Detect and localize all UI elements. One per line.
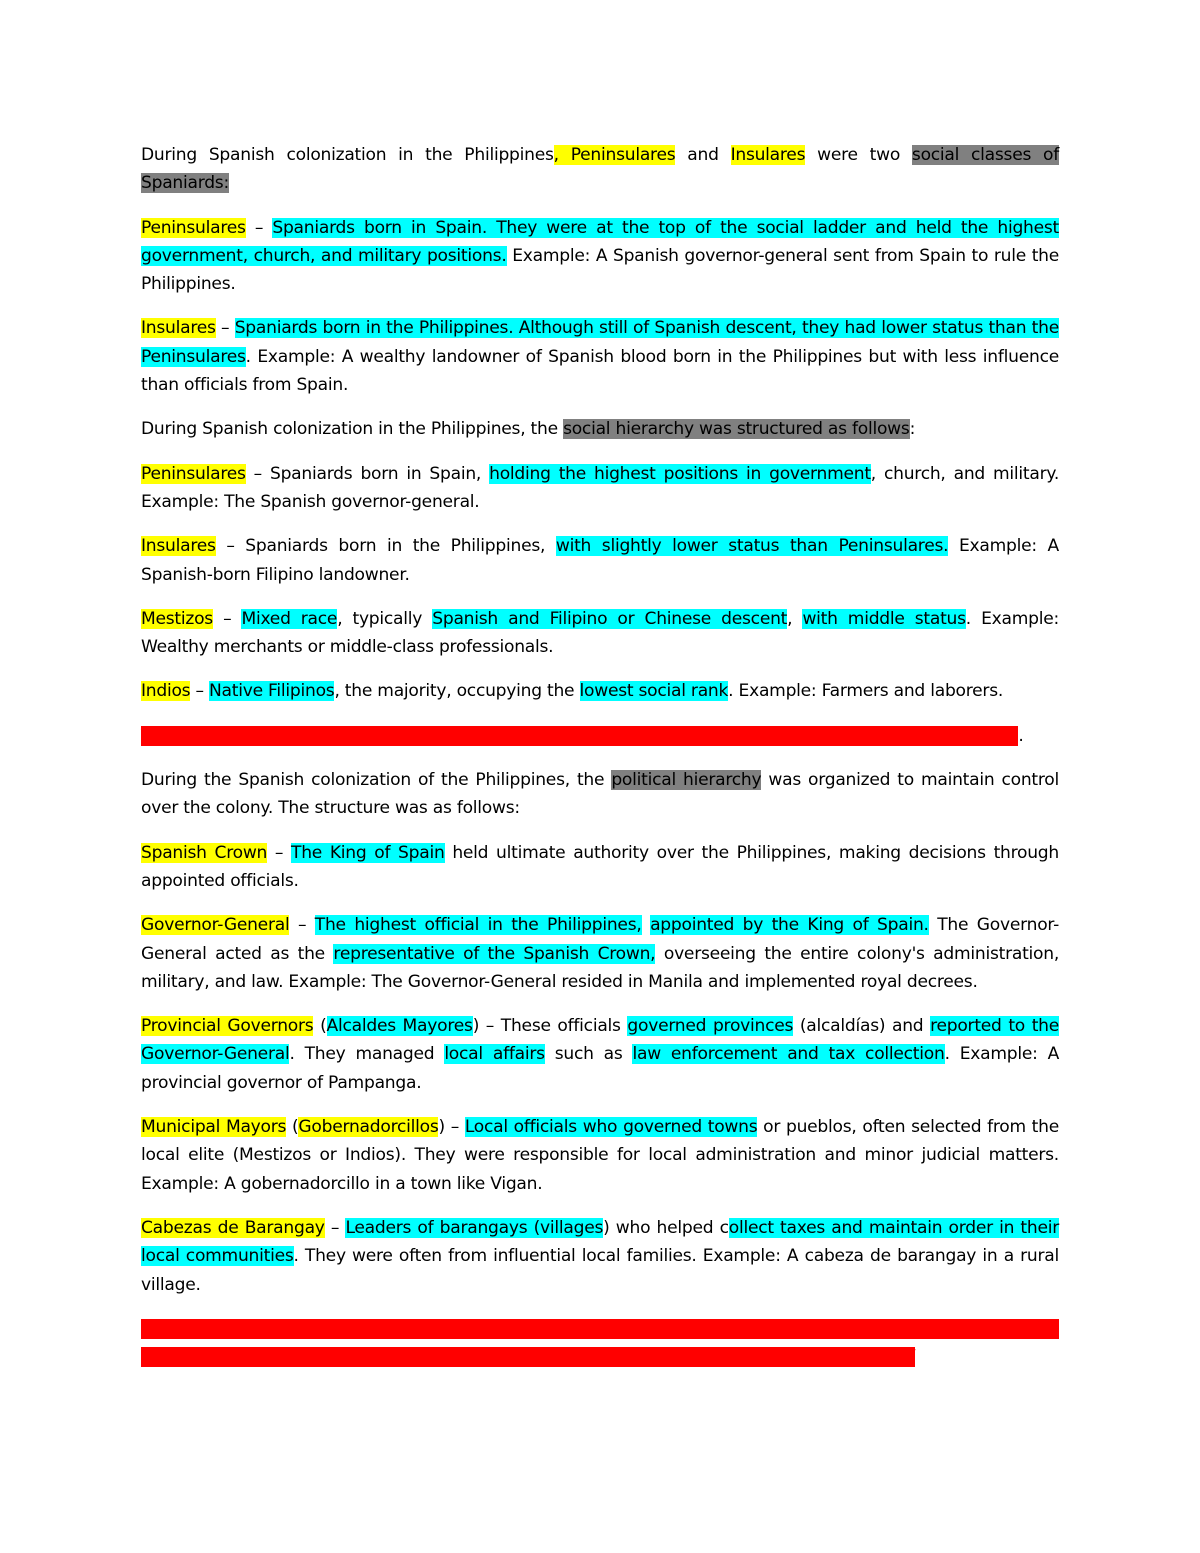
highlight-cyan: holding the highest positions in government [489, 463, 871, 484]
paragraph-cabezas-de-barangay [141, 1214, 1059, 1299]
paragraph-hierarchy-insulares [141, 532, 1059, 589]
paragraph-intro-classes [141, 141, 1059, 198]
text-run: was organized to maintain control over the colony. The structure was as follows: [141, 770, 1059, 819]
text-run: During the Spanish colonization of the Philippines, the [141, 770, 612, 791]
text-run: Example: A Spanish governor-general sent from Spain to rule the Philippines. [141, 245, 1059, 295]
text-run: – [245, 217, 273, 238]
paragraph-social-hierarchy-summary [141, 722, 1059, 750]
highlight-cyan: Local officials who governed towns [464, 1117, 758, 1138]
highlight-gray: social classes of Spaniards: [141, 145, 1059, 194]
highlight-cyan: Spaniards born in the Philippines. Although still of Spanish descent, they had lower status than the Peninsulares [141, 318, 1059, 367]
text-run: . They were often from influential local families. Example: A cabeza de barangay in a rural village. [141, 1246, 1059, 1295]
text-run: – Spaniards born in Spain, [245, 463, 490, 484]
text-run: (alcaldías) and [793, 1016, 931, 1037]
highlight-cyan: reported to the Governor-General [141, 1016, 1059, 1065]
highlight-cyan: Native Filipinos [209, 681, 335, 702]
highlight-cyan: local affairs [444, 1044, 545, 1065]
highlight-yellow: Peninsulares [141, 463, 246, 484]
paragraph-hierarchy-peninsulares [141, 460, 1059, 517]
highlight-cyan: Mixed race [241, 608, 338, 629]
paragraph-intro-political-hierarchy [141, 766, 1059, 823]
highlight-cyan: Spaniards born in Spain. They were at the top of the social ladder and held the highest government, church, and military positions. [141, 217, 1059, 266]
paragraph-governor-general [141, 911, 1059, 996]
text-run: , the majority, occupying the [334, 681, 580, 702]
paragraph-municipal-mayors [141, 1113, 1059, 1198]
highlight-cyan: with slightly lower status than Peninsulares. [555, 536, 949, 557]
highlight-yellow: Insulares [730, 145, 806, 165]
text-run: – [212, 608, 242, 629]
highlight-yellow: Insulares [141, 318, 216, 339]
text-run: ) who helped c [603, 1217, 729, 1238]
paragraph-provincial-governors [141, 1012, 1059, 1097]
highlight-yellow: Cabezas de Barangay [141, 1217, 325, 1238]
text-run: held ultimate authority over the Philippines, making decisions through appointed officials. [141, 842, 1059, 891]
highlight-yellow: Mestizos [141, 608, 213, 629]
text-run: . [1018, 725, 1024, 746]
highlight-gray: political hierarchy [611, 770, 762, 791]
highlight-yellow: Gobernadorcillos [298, 1117, 439, 1138]
highlight-cyan: law enforcement and tax collection [632, 1044, 945, 1065]
text-run: or pueblos, often selected from the local elite (Mestizos or Indios). They were responsible for local administration and minor judicial matters. Example: A gobernadorcillo in a town like Vigan. [141, 1117, 1059, 1194]
text-run: – [324, 1217, 346, 1238]
highlight-cyan: The highest official in the Philippines, [314, 915, 642, 936]
paragraph-spanish-crown [141, 839, 1059, 896]
highlight-cyan: appointed by the King of Spain. [650, 915, 929, 936]
text-run: , [787, 608, 803, 629]
text-run: The Governor-General acted as the [141, 915, 1060, 964]
highlight-cyan: Leaders of barangays (villages [345, 1217, 604, 1238]
text-run: ( [286, 1117, 299, 1138]
text-run: overseeing the entire colony's administration, military, and law. Example: The Governor-General resided in Manila and implemented royal decrees. [141, 943, 1060, 992]
highlight-red: This political structure allowed the Spanish to govern the Philippines with a top-down approach, using local leaders to maintain control over the native population. Impact: Overthrew the dictatorship of [141, 1318, 1059, 1368]
text-run: – [215, 318, 235, 339]
text-run [642, 915, 651, 935]
highlight-yellow: Provincial Governors [141, 1016, 314, 1037]
text-run: During Spanish colonization in the Philippines [141, 145, 554, 165]
highlight-cyan: Spanish and Filipino or Chinese descent [432, 608, 788, 629]
text-run: ) – [438, 1117, 465, 1138]
paragraph-peninsulares-definition [141, 214, 1059, 299]
highlight-yellow: Peninsulares [141, 217, 246, 238]
text-run: : [909, 419, 916, 440]
text-run: – [190, 681, 210, 702]
paragraph-intro-social-hierarchy [141, 415, 1059, 443]
highlight-cyan: representative of the Spanish Crown, [333, 943, 656, 964]
text-run: , church, and military. Example: The Spanish governor-general. [141, 463, 1059, 512]
highlight-gray: social hierarchy was structured as follows [563, 419, 910, 440]
highlight-yellow: Spanish Crown [141, 842, 268, 863]
text-run: ) – These officials [472, 1016, 628, 1037]
highlight-cyan: The King of Spain [291, 842, 445, 863]
text-run: – [289, 915, 315, 936]
text-run: . Example: A wealthy landowner of Spanish blood born in the Philippines but with less influence than officials from Spain. [141, 346, 1059, 396]
text-run: During Spanish colonization in the Philippines, the [141, 419, 564, 440]
text-run: Example: A Spanish-born Filipino landowner. [141, 536, 1059, 585]
text-run: . Example: A provincial governor of Pampanga. [141, 1044, 1060, 1093]
highlight-yellow: Municipal Mayors [141, 1117, 287, 1138]
text-run: ( [313, 1016, 327, 1037]
highlight-cyan: ollect taxes and maintain order in their local communities [141, 1217, 1059, 1267]
text-run: . Example: Wealthy merchants or middle-class professionals. [141, 608, 1059, 658]
text-run: such as [544, 1044, 633, 1065]
paragraph-political-structure-summary [141, 1315, 1059, 1372]
highlight-cyan: with middle status [802, 608, 966, 629]
text-run: were two [805, 145, 912, 165]
highlight-yellow: , Peninsulares [553, 145, 676, 165]
highlight-yellow: Insulares [141, 536, 216, 557]
document-body [141, 141, 1059, 1388]
text-run: . Example: Farmers and laborers. [728, 681, 1004, 702]
paragraph-hierarchy-mestizos [141, 605, 1059, 662]
text-run: . They managed [289, 1044, 445, 1065]
paragraph-insulares-definition [141, 314, 1059, 399]
highlight-cyan: lowest social rank [579, 681, 729, 702]
highlight-yellow: Governor-General [141, 915, 290, 936]
highlight-cyan: governed provinces [627, 1016, 794, 1037]
paragraph-hierarchy-indios [141, 677, 1059, 705]
text-run: and [675, 145, 731, 165]
text-run: , typically [337, 608, 433, 629]
highlight-red: This hierarchy reflected the colonial power structure, with Spaniards at the top and natives at the bottom [141, 725, 1019, 746]
text-run: – [267, 842, 292, 863]
highlight-yellow: Indios [141, 681, 191, 702]
highlight-cyan: Alcaldes Mayores [326, 1016, 473, 1037]
text-run: – Spaniards born in the Philippines, [215, 536, 556, 557]
